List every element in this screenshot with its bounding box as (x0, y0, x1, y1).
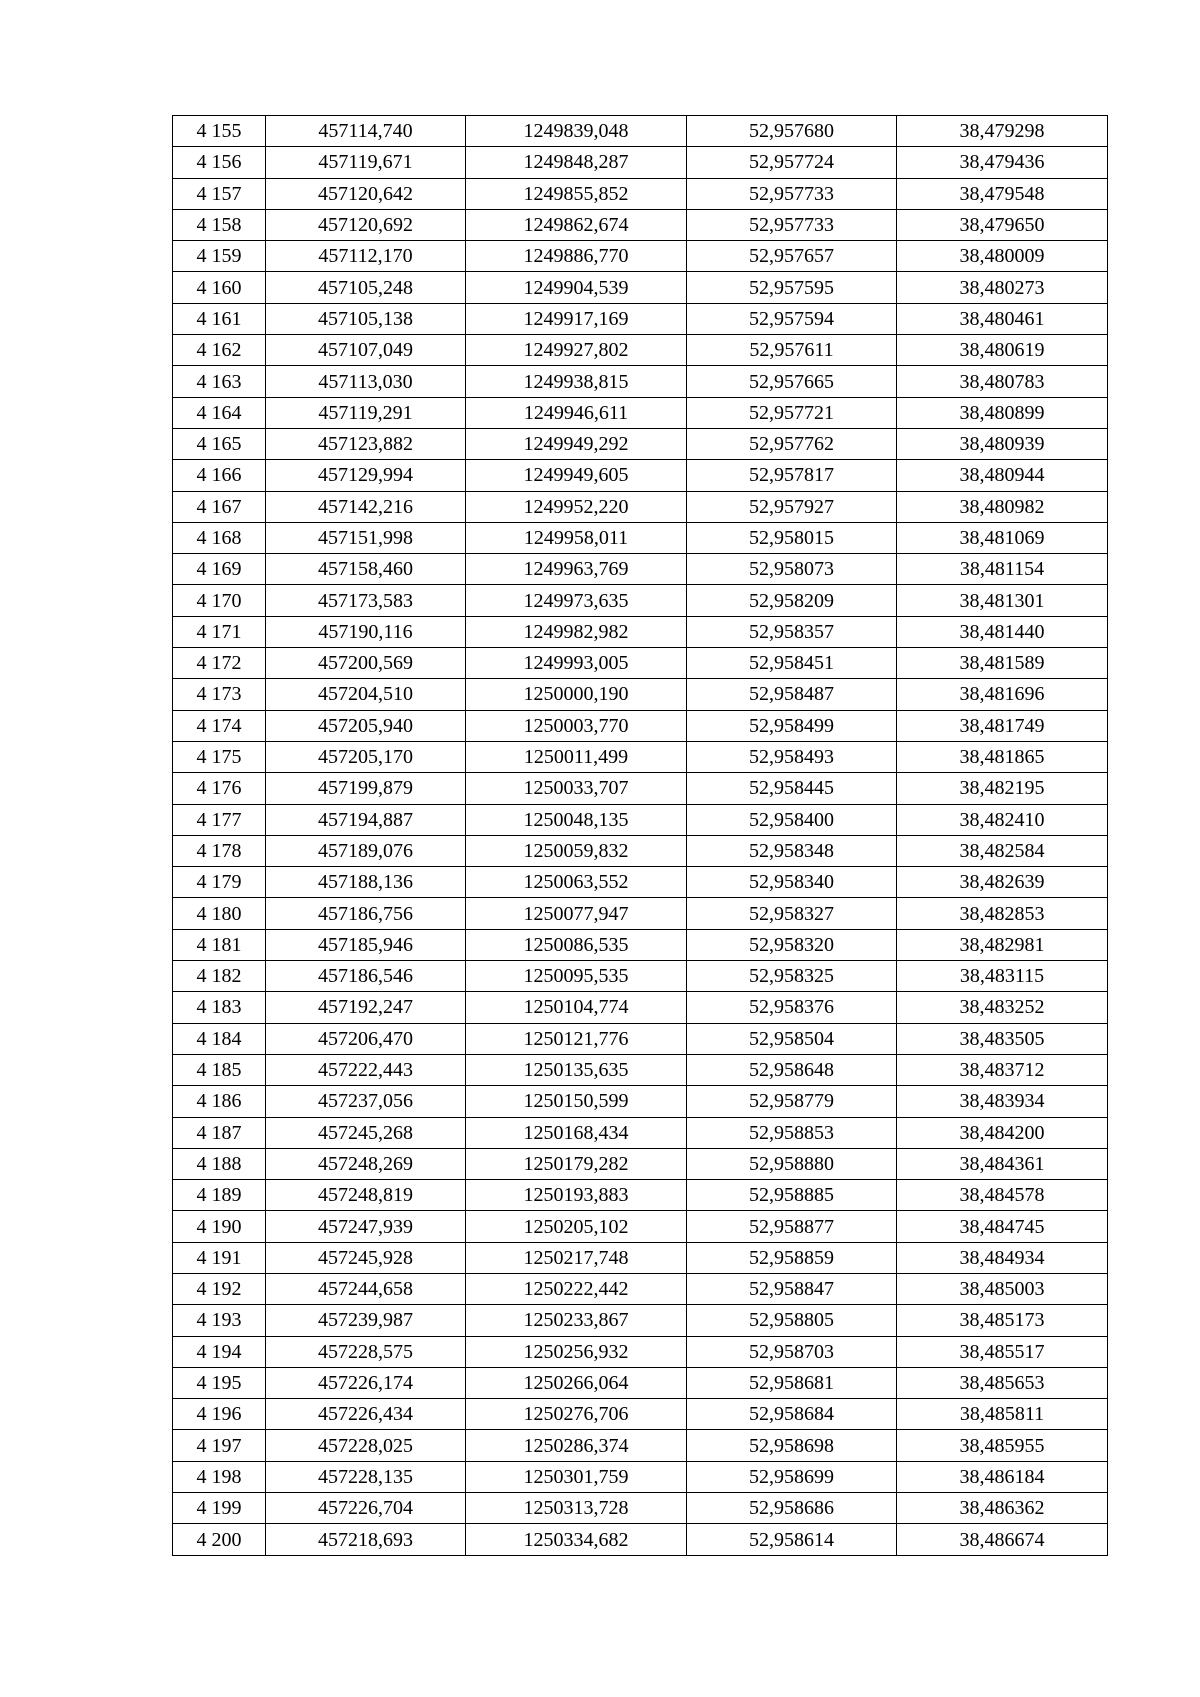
latitude-cell: 52,958681 (687, 1367, 897, 1398)
latitude-cell: 52,958805 (687, 1305, 897, 1336)
point-number-cell: 4 199 (173, 1493, 266, 1524)
table-row (173, 741, 1108, 772)
table-row (173, 804, 1108, 835)
y-coordinate-cell: 1249952,220 (466, 491, 687, 522)
y-coordinate-cell: 1249927,802 (466, 335, 687, 366)
latitude-cell: 52,957762 (687, 428, 897, 459)
table-row (173, 992, 1108, 1023)
y-coordinate-cell: 1250276,706 (466, 1399, 687, 1430)
longitude-cell: 38,480939 (897, 428, 1108, 459)
x-coordinate-cell: 457113,030 (266, 366, 466, 397)
latitude-cell: 52,958648 (687, 1054, 897, 1085)
y-coordinate-cell: 1249862,674 (466, 209, 687, 240)
x-coordinate-cell: 457189,076 (266, 835, 466, 866)
table-row (173, 616, 1108, 647)
y-coordinate-cell: 1250033,707 (466, 773, 687, 804)
point-number-cell: 4 187 (173, 1117, 266, 1148)
y-coordinate-cell: 1249946,611 (466, 397, 687, 428)
longitude-cell: 38,485003 (897, 1273, 1108, 1304)
point-number-cell: 4 193 (173, 1305, 266, 1336)
table-row (173, 585, 1108, 616)
table-row (173, 1117, 1108, 1148)
longitude-cell: 38,480982 (897, 491, 1108, 522)
point-number-cell: 4 169 (173, 554, 266, 585)
latitude-cell: 52,957817 (687, 460, 897, 491)
longitude-cell: 38,483115 (897, 961, 1108, 992)
longitude-cell: 38,479298 (897, 116, 1108, 147)
latitude-cell: 52,958684 (687, 1399, 897, 1430)
x-coordinate-cell: 457226,174 (266, 1367, 466, 1398)
y-coordinate-cell: 1250168,434 (466, 1117, 687, 1148)
point-number-cell: 4 165 (173, 428, 266, 459)
y-coordinate-cell: 1250256,932 (466, 1336, 687, 1367)
y-coordinate-cell: 1250077,947 (466, 898, 687, 929)
point-number-cell: 4 194 (173, 1336, 266, 1367)
y-coordinate-cell: 1250086,535 (466, 929, 687, 960)
y-coordinate-cell: 1249949,605 (466, 460, 687, 491)
table-row (173, 397, 1108, 428)
latitude-cell: 52,958847 (687, 1273, 897, 1304)
table-row (173, 1086, 1108, 1117)
y-coordinate-cell: 1249949,292 (466, 428, 687, 459)
x-coordinate-cell: 457123,882 (266, 428, 466, 459)
latitude-cell: 52,958357 (687, 616, 897, 647)
y-coordinate-cell: 1249938,815 (466, 366, 687, 397)
point-number-cell: 4 177 (173, 804, 266, 835)
x-coordinate-cell: 457114,740 (266, 116, 466, 147)
latitude-cell: 52,958445 (687, 773, 897, 804)
latitude-cell: 52,958451 (687, 648, 897, 679)
point-number-cell: 4 196 (173, 1399, 266, 1430)
point-number-cell: 4 163 (173, 366, 266, 397)
x-coordinate-cell: 457194,887 (266, 804, 466, 835)
longitude-cell: 38,481301 (897, 585, 1108, 616)
point-number-cell: 4 185 (173, 1054, 266, 1085)
point-number-cell: 4 160 (173, 272, 266, 303)
y-coordinate-cell: 1249982,982 (466, 616, 687, 647)
point-number-cell: 4 195 (173, 1367, 266, 1398)
x-coordinate-cell: 457245,928 (266, 1242, 466, 1273)
y-coordinate-cell: 1250301,759 (466, 1461, 687, 1492)
latitude-cell: 52,958376 (687, 992, 897, 1023)
y-coordinate-cell: 1250095,535 (466, 961, 687, 992)
longitude-cell: 38,480619 (897, 335, 1108, 366)
latitude-cell: 52,958686 (687, 1493, 897, 1524)
point-number-cell: 4 171 (173, 616, 266, 647)
longitude-cell: 38,485653 (897, 1367, 1108, 1398)
y-coordinate-cell: 1250135,635 (466, 1054, 687, 1085)
x-coordinate-cell: 457204,510 (266, 679, 466, 710)
longitude-cell: 38,480944 (897, 460, 1108, 491)
y-coordinate-cell: 1250286,374 (466, 1430, 687, 1461)
latitude-cell: 52,958880 (687, 1148, 897, 1179)
y-coordinate-cell: 1249958,011 (466, 522, 687, 553)
longitude-cell: 38,480783 (897, 366, 1108, 397)
point-number-cell: 4 168 (173, 522, 266, 553)
longitude-cell: 38,481865 (897, 741, 1108, 772)
point-number-cell: 4 200 (173, 1524, 266, 1555)
y-coordinate-cell: 1250313,728 (466, 1493, 687, 1524)
table-row (173, 460, 1108, 491)
x-coordinate-cell: 457245,268 (266, 1117, 466, 1148)
longitude-cell: 38,479650 (897, 209, 1108, 240)
x-coordinate-cell: 457151,998 (266, 522, 466, 553)
longitude-cell: 38,486362 (897, 1493, 1108, 1524)
y-coordinate-cell: 1249848,287 (466, 147, 687, 178)
table-row (173, 1399, 1108, 1430)
latitude-cell: 52,958504 (687, 1023, 897, 1054)
point-number-cell: 4 156 (173, 147, 266, 178)
y-coordinate-cell: 1249886,770 (466, 241, 687, 272)
x-coordinate-cell: 457222,443 (266, 1054, 466, 1085)
point-number-cell: 4 190 (173, 1211, 266, 1242)
longitude-cell: 38,484578 (897, 1180, 1108, 1211)
table-row (173, 1336, 1108, 1367)
point-number-cell: 4 176 (173, 773, 266, 804)
table-row (173, 710, 1108, 741)
table-row (173, 335, 1108, 366)
table-row (173, 1524, 1108, 1555)
table-row (173, 428, 1108, 459)
x-coordinate-cell: 457218,693 (266, 1524, 466, 1555)
latitude-cell: 52,958877 (687, 1211, 897, 1242)
x-coordinate-cell: 457226,704 (266, 1493, 466, 1524)
longitude-cell: 38,481589 (897, 648, 1108, 679)
table-row (173, 835, 1108, 866)
y-coordinate-cell: 1250179,282 (466, 1148, 687, 1179)
point-number-cell: 4 178 (173, 835, 266, 866)
x-coordinate-cell: 457173,583 (266, 585, 466, 616)
coordinates-table-body (173, 116, 1108, 1556)
longitude-cell: 38,486674 (897, 1524, 1108, 1555)
coordinates-table (172, 115, 1108, 1556)
longitude-cell: 38,482195 (897, 773, 1108, 804)
y-coordinate-cell: 1249839,048 (466, 116, 687, 147)
x-coordinate-cell: 457129,994 (266, 460, 466, 491)
table-row (173, 491, 1108, 522)
point-number-cell: 4 167 (173, 491, 266, 522)
latitude-cell: 52,958779 (687, 1086, 897, 1117)
longitude-cell: 38,481069 (897, 522, 1108, 553)
table-row (173, 1211, 1108, 1242)
longitude-cell: 38,480009 (897, 241, 1108, 272)
latitude-cell: 52,958885 (687, 1180, 897, 1211)
latitude-cell: 52,957594 (687, 303, 897, 334)
latitude-cell: 52,958614 (687, 1524, 897, 1555)
table-row (173, 178, 1108, 209)
longitude-cell: 38,480461 (897, 303, 1108, 334)
table-row (173, 1305, 1108, 1336)
table-row (173, 929, 1108, 960)
longitude-cell: 38,482410 (897, 804, 1108, 835)
point-number-cell: 4 186 (173, 1086, 266, 1117)
latitude-cell: 52,957665 (687, 366, 897, 397)
latitude-cell: 52,958493 (687, 741, 897, 772)
table-row (173, 303, 1108, 334)
point-number-cell: 4 158 (173, 209, 266, 240)
y-coordinate-cell: 1250217,748 (466, 1242, 687, 1273)
table-row (173, 1430, 1108, 1461)
x-coordinate-cell: 457120,642 (266, 178, 466, 209)
y-coordinate-cell: 1250150,599 (466, 1086, 687, 1117)
y-coordinate-cell: 1249855,852 (466, 178, 687, 209)
y-coordinate-cell: 1250222,442 (466, 1273, 687, 1304)
x-coordinate-cell: 457119,291 (266, 397, 466, 428)
longitude-cell: 38,484361 (897, 1148, 1108, 1179)
table-row (173, 241, 1108, 272)
y-coordinate-cell: 1250266,064 (466, 1367, 687, 1398)
table-row (173, 867, 1108, 898)
x-coordinate-cell: 457244,658 (266, 1273, 466, 1304)
x-coordinate-cell: 457186,546 (266, 961, 466, 992)
longitude-cell: 38,481154 (897, 554, 1108, 585)
x-coordinate-cell: 457120,692 (266, 209, 466, 240)
point-number-cell: 4 155 (173, 116, 266, 147)
x-coordinate-cell: 457239,987 (266, 1305, 466, 1336)
table-row (173, 1273, 1108, 1304)
table-row (173, 1493, 1108, 1524)
table-row (173, 1054, 1108, 1085)
x-coordinate-cell: 457248,819 (266, 1180, 466, 1211)
x-coordinate-cell: 457226,434 (266, 1399, 466, 1430)
x-coordinate-cell: 457185,946 (266, 929, 466, 960)
longitude-cell: 38,482981 (897, 929, 1108, 960)
table-row (173, 1148, 1108, 1179)
x-coordinate-cell: 457105,138 (266, 303, 466, 334)
longitude-cell: 38,483934 (897, 1086, 1108, 1117)
point-number-cell: 4 188 (173, 1148, 266, 1179)
latitude-cell: 52,958859 (687, 1242, 897, 1273)
x-coordinate-cell: 457119,671 (266, 147, 466, 178)
point-number-cell: 4 172 (173, 648, 266, 679)
latitude-cell: 52,957721 (687, 397, 897, 428)
x-coordinate-cell: 457107,049 (266, 335, 466, 366)
longitude-cell: 38,485811 (897, 1399, 1108, 1430)
x-coordinate-cell: 457228,025 (266, 1430, 466, 1461)
y-coordinate-cell: 1249917,169 (466, 303, 687, 334)
y-coordinate-cell: 1250063,552 (466, 867, 687, 898)
latitude-cell: 52,958699 (687, 1461, 897, 1492)
point-number-cell: 4 174 (173, 710, 266, 741)
latitude-cell: 52,957680 (687, 116, 897, 147)
y-coordinate-cell: 1250059,832 (466, 835, 687, 866)
table-row (173, 679, 1108, 710)
longitude-cell: 38,479436 (897, 147, 1108, 178)
longitude-cell: 38,483712 (897, 1054, 1108, 1085)
y-coordinate-cell: 1250233,867 (466, 1305, 687, 1336)
table-row (173, 898, 1108, 929)
longitude-cell: 38,480273 (897, 272, 1108, 303)
y-coordinate-cell: 1250193,883 (466, 1180, 687, 1211)
y-coordinate-cell: 1249993,005 (466, 648, 687, 679)
y-coordinate-cell: 1250011,499 (466, 741, 687, 772)
latitude-cell: 52,958015 (687, 522, 897, 553)
y-coordinate-cell: 1249963,769 (466, 554, 687, 585)
longitude-cell: 38,485517 (897, 1336, 1108, 1367)
point-number-cell: 4 170 (173, 585, 266, 616)
latitude-cell: 52,958325 (687, 961, 897, 992)
y-coordinate-cell: 1250121,776 (466, 1023, 687, 1054)
longitude-cell: 38,486184 (897, 1461, 1108, 1492)
latitude-cell: 52,957595 (687, 272, 897, 303)
x-coordinate-cell: 457205,170 (266, 741, 466, 772)
y-coordinate-cell: 1250048,135 (466, 804, 687, 835)
latitude-cell: 52,958499 (687, 710, 897, 741)
latitude-cell: 52,957657 (687, 241, 897, 272)
point-number-cell: 4 184 (173, 1023, 266, 1054)
longitude-cell: 38,480899 (897, 397, 1108, 428)
table-row (173, 1242, 1108, 1273)
point-number-cell: 4 192 (173, 1273, 266, 1304)
x-coordinate-cell: 457228,575 (266, 1336, 466, 1367)
point-number-cell: 4 189 (173, 1180, 266, 1211)
x-coordinate-cell: 457190,116 (266, 616, 466, 647)
longitude-cell: 38,485955 (897, 1430, 1108, 1461)
point-number-cell: 4 181 (173, 929, 266, 960)
longitude-cell: 38,482584 (897, 835, 1108, 866)
point-number-cell: 4 166 (173, 460, 266, 491)
point-number-cell: 4 183 (173, 992, 266, 1023)
latitude-cell: 52,957733 (687, 209, 897, 240)
longitude-cell: 38,479548 (897, 178, 1108, 209)
table-row (173, 147, 1108, 178)
x-coordinate-cell: 457205,940 (266, 710, 466, 741)
table-row (173, 554, 1108, 585)
longitude-cell: 38,482853 (897, 898, 1108, 929)
latitude-cell: 52,958698 (687, 1430, 897, 1461)
point-number-cell: 4 162 (173, 335, 266, 366)
longitude-cell: 38,482639 (897, 867, 1108, 898)
latitude-cell: 52,958073 (687, 554, 897, 585)
table-row (173, 272, 1108, 303)
x-coordinate-cell: 457188,136 (266, 867, 466, 898)
table-row (173, 1180, 1108, 1211)
latitude-cell: 52,958703 (687, 1336, 897, 1367)
latitude-cell: 52,958209 (687, 585, 897, 616)
longitude-cell: 38,485173 (897, 1305, 1108, 1336)
y-coordinate-cell: 1250000,190 (466, 679, 687, 710)
point-number-cell: 4 191 (173, 1242, 266, 1273)
table-row (173, 648, 1108, 679)
table-row (173, 961, 1108, 992)
latitude-cell: 52,958487 (687, 679, 897, 710)
point-number-cell: 4 175 (173, 741, 266, 772)
x-coordinate-cell: 457158,460 (266, 554, 466, 585)
table-row (173, 116, 1108, 147)
point-number-cell: 4 159 (173, 241, 266, 272)
y-coordinate-cell: 1249904,539 (466, 272, 687, 303)
point-number-cell: 4 179 (173, 867, 266, 898)
y-coordinate-cell: 1250003,770 (466, 710, 687, 741)
x-coordinate-cell: 457248,269 (266, 1148, 466, 1179)
y-coordinate-cell: 1250104,774 (466, 992, 687, 1023)
longitude-cell: 38,484745 (897, 1211, 1108, 1242)
x-coordinate-cell: 457192,247 (266, 992, 466, 1023)
longitude-cell: 38,484934 (897, 1242, 1108, 1273)
latitude-cell: 52,957927 (687, 491, 897, 522)
latitude-cell: 52,958340 (687, 867, 897, 898)
x-coordinate-cell: 457112,170 (266, 241, 466, 272)
point-number-cell: 4 180 (173, 898, 266, 929)
point-number-cell: 4 157 (173, 178, 266, 209)
point-number-cell: 4 161 (173, 303, 266, 334)
table-row (173, 1367, 1108, 1398)
table-row (173, 209, 1108, 240)
latitude-cell: 52,958400 (687, 804, 897, 835)
table-row (173, 522, 1108, 553)
latitude-cell: 52,957611 (687, 335, 897, 366)
point-number-cell: 4 173 (173, 679, 266, 710)
y-coordinate-cell: 1249973,635 (466, 585, 687, 616)
table-row (173, 1023, 1108, 1054)
latitude-cell: 52,958320 (687, 929, 897, 960)
y-coordinate-cell: 1250334,682 (466, 1524, 687, 1555)
longitude-cell: 38,484200 (897, 1117, 1108, 1148)
x-coordinate-cell: 457228,135 (266, 1461, 466, 1492)
point-number-cell: 4 198 (173, 1461, 266, 1492)
longitude-cell: 38,481749 (897, 710, 1108, 741)
x-coordinate-cell: 457247,939 (266, 1211, 466, 1242)
x-coordinate-cell: 457237,056 (266, 1086, 466, 1117)
x-coordinate-cell: 457142,216 (266, 491, 466, 522)
longitude-cell: 38,481696 (897, 679, 1108, 710)
longitude-cell: 38,483505 (897, 1023, 1108, 1054)
point-number-cell: 4 197 (173, 1430, 266, 1461)
x-coordinate-cell: 457200,569 (266, 648, 466, 679)
latitude-cell: 52,958853 (687, 1117, 897, 1148)
table-row (173, 773, 1108, 804)
x-coordinate-cell: 457186,756 (266, 898, 466, 929)
table-row (173, 1461, 1108, 1492)
point-number-cell: 4 164 (173, 397, 266, 428)
table-row (173, 366, 1108, 397)
latitude-cell: 52,957733 (687, 178, 897, 209)
latitude-cell: 52,958327 (687, 898, 897, 929)
x-coordinate-cell: 457199,879 (266, 773, 466, 804)
x-coordinate-cell: 457105,248 (266, 272, 466, 303)
x-coordinate-cell: 457206,470 (266, 1023, 466, 1054)
latitude-cell: 52,958348 (687, 835, 897, 866)
latitude-cell: 52,957724 (687, 147, 897, 178)
longitude-cell: 38,483252 (897, 992, 1108, 1023)
point-number-cell: 4 182 (173, 961, 266, 992)
y-coordinate-cell: 1250205,102 (466, 1211, 687, 1242)
longitude-cell: 38,481440 (897, 616, 1108, 647)
